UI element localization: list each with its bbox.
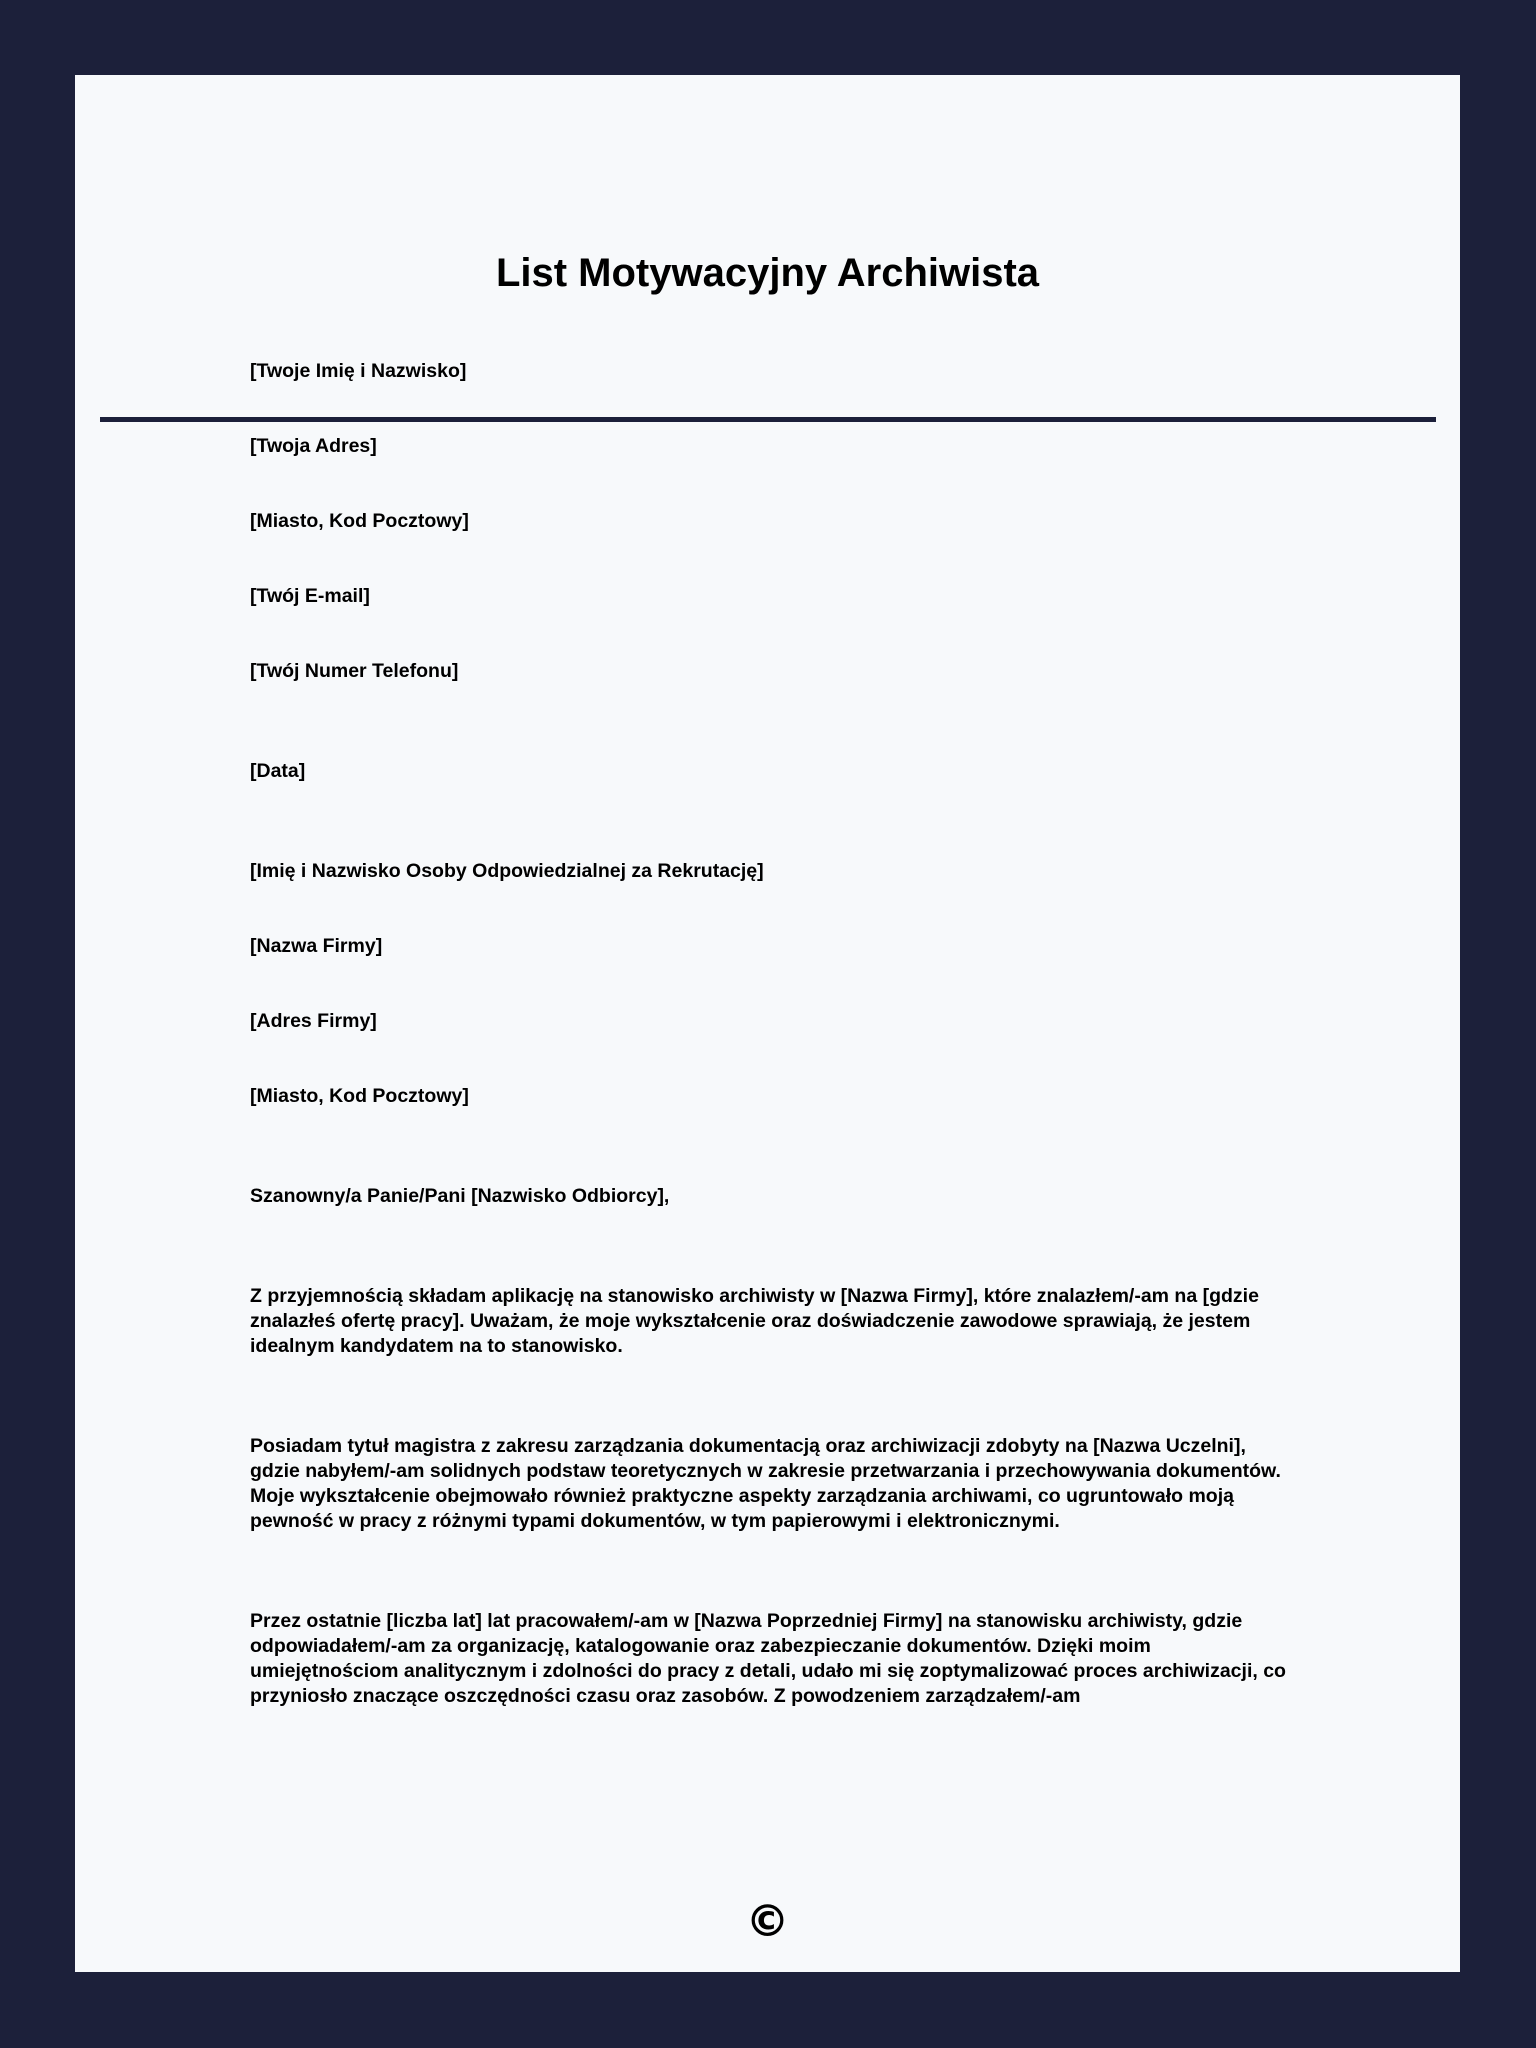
body-paragraph: Z przyjemnością składam aplikację na stanowisko archiwisty w [Nazwa Firmy], które znalazłem/-am na [gdzie znalazłeś ofertę pracy]. Uważam, że moje wykształcenie oraz doświadczenie zawodowe sprawiają, że jestem idealnym kandydatem na to stanowisko.: [250, 1285, 1259, 1357]
body-paragraph: Przez ostatnie [liczba lat] lat pracowałem/-am w [Nazwa Poprzedniej Firmy] na stanowisku archiwisty, gdzie odpowiadałem/-am za organizację, katalogowanie oraz zabezpieczanie dokumentów. Dzięki moim umiejętnościom analitycznym i zdolności do pracy z detali, udało mi się zoptymalizować proces archiwizacji, co przyniosło znaczące oszczędności czasu oraz zasobów. Z powodzeniem zarządzałem/-am: [250, 1610, 1286, 1707]
recipient-name: [Imię i Nazwisko Osoby Odpowiedzialnej za Rekrutację]: [250, 860, 764, 882]
document-title: List Motywacyjny Archiwista: [495, 251, 1040, 295]
sender-name: [Twoje Imię i Nazwisko]: [250, 360, 467, 382]
sender-email: [Twój E-mail]: [250, 585, 370, 607]
sender-phone: [Twój Numer Telefonu]: [250, 660, 459, 682]
letter-date: [Data]: [250, 760, 306, 782]
copyright-icon: ©: [745, 1896, 790, 1947]
recipient-city: [Miasto, Kod Pocztowy]: [250, 1085, 469, 1107]
body-paragraph: Posiadam tytuł magistra z zakresu zarządzania dokumentacją oraz archiwizacji zdobyty na [Nazwa Uczelni], gdzie nabyłem/-am solidnych podstaw teoretycznych w zakresie przetwarzania i przechowywania dokumentów. Moje wykształcenie obejmowało również praktyczne aspekty zarządzania archiwami, co ugruntowało moją pewność w pracy z różnymi typami dokumentów, w tym papierowymi i elektronicznymi.: [250, 1435, 1281, 1532]
sender-city: [Miasto, Kod Pocztowy]: [250, 510, 469, 532]
recipient-company: [Nazwa Firmy]: [250, 935, 383, 957]
sender-address: [Twoja Adres]: [250, 435, 377, 457]
recipient-address: [Adres Firmy]: [250, 1010, 377, 1032]
salutation: Szanowny/a Panie/Pani [Nazwisko Odbiorcy],: [250, 1185, 670, 1207]
document-page: [75, 75, 1460, 1972]
title-divider: [100, 417, 1436, 422]
